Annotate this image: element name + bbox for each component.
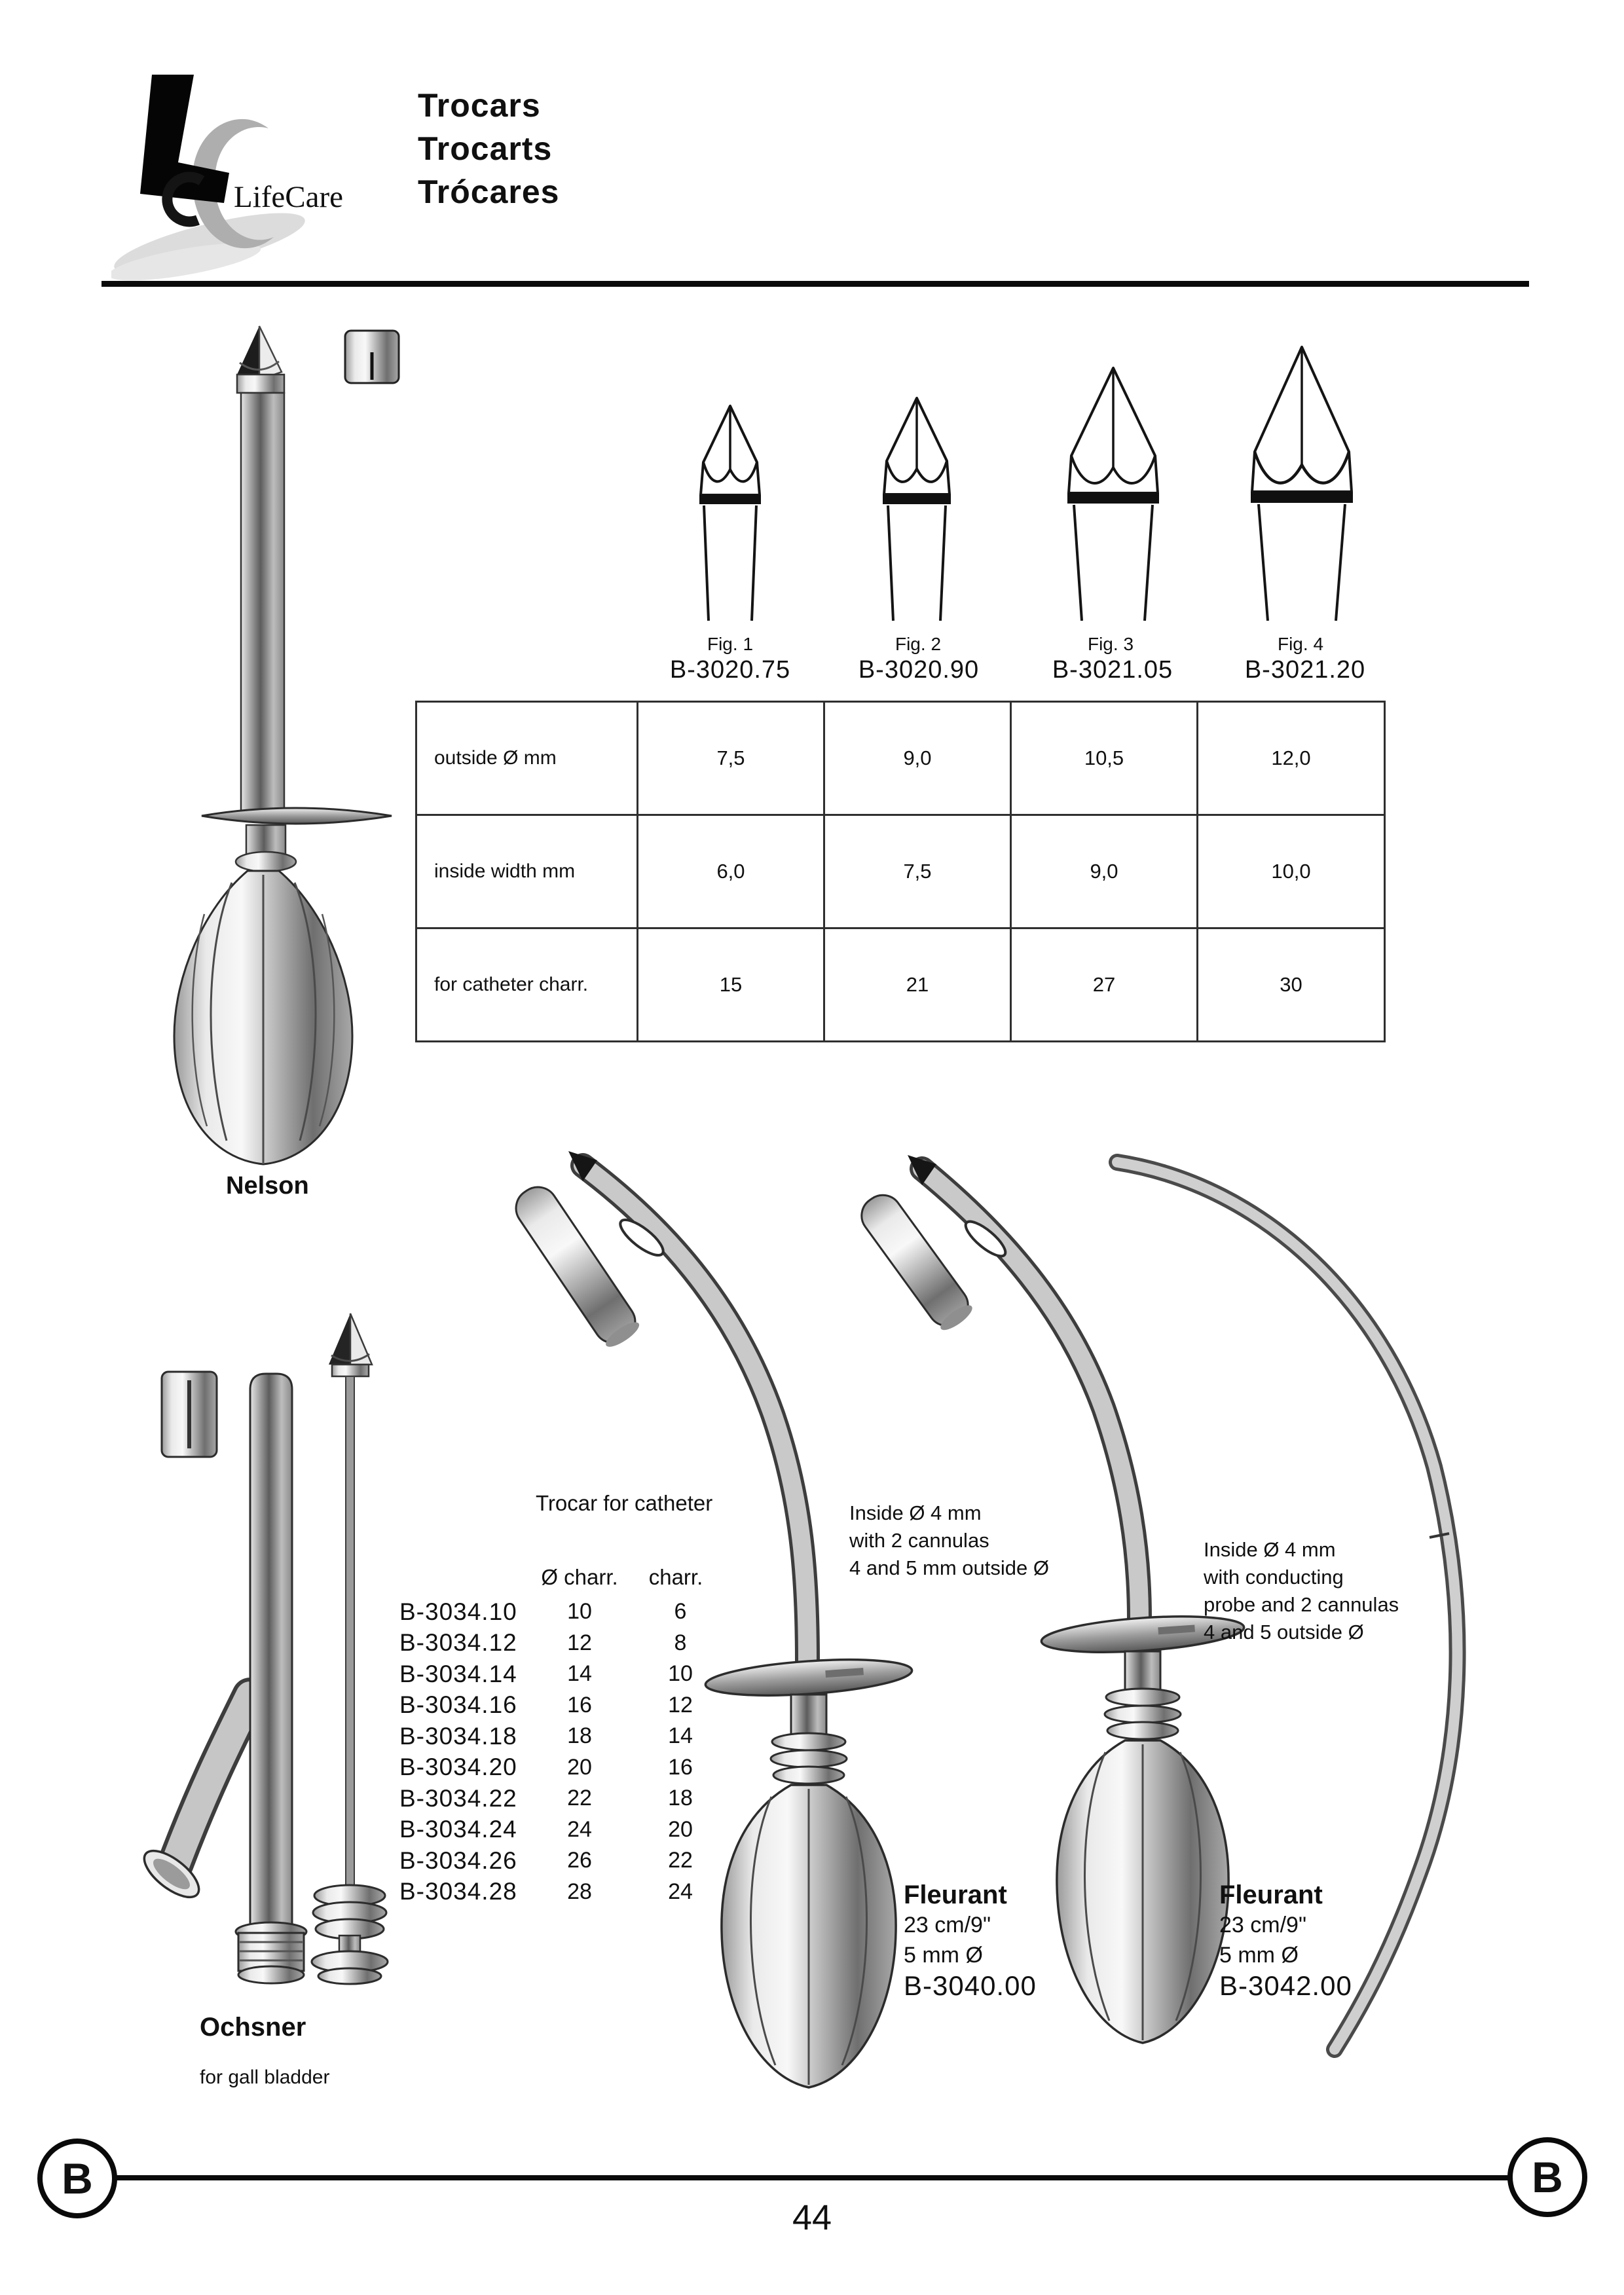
spec-cell: 27 xyxy=(1011,928,1198,1042)
spec-cell: 30 xyxy=(1198,928,1385,1042)
note-line: probe and 2 cannulas xyxy=(1204,1593,1399,1616)
catheter-dia: 14 xyxy=(567,1661,592,1687)
fleurant-name: Fleurant xyxy=(1219,1881,1323,1909)
fleurant-right-note xyxy=(1204,1536,1399,1646)
spec-row-label: inside width mm xyxy=(416,815,638,928)
fleurant-right-handle xyxy=(1041,1611,1246,2043)
catheter-charr: 22 xyxy=(668,1848,693,1873)
catheter-charr: 20 xyxy=(668,1816,693,1842)
catheter-dia: 18 xyxy=(567,1723,592,1749)
catheter-dia: 20 xyxy=(567,1754,592,1780)
note-line: Inside Ø 4 mm xyxy=(849,1501,982,1524)
nelson-body xyxy=(174,326,392,1164)
fleurant-name: Fleurant xyxy=(904,1881,1007,1909)
fig4-tip-drawing xyxy=(1223,334,1380,622)
catheter-dia: 12 xyxy=(567,1630,592,1655)
fleurant-code: B-3042.00 xyxy=(1219,1970,1352,2001)
catheter-charr: 8 xyxy=(674,1630,687,1655)
spec-row-label: for catheter charr. xyxy=(416,928,638,1042)
title-es: Trócares xyxy=(418,174,560,210)
catheter-dia: 28 xyxy=(567,1879,592,1904)
note-line: Inside Ø 4 mm xyxy=(1204,1538,1336,1561)
fleurant-diameter: 5 mm Ø xyxy=(904,1943,983,1968)
spec-cell: 15 xyxy=(638,928,824,1042)
catheter-code: B-3034.26 xyxy=(399,1846,517,1874)
fleurant-size: 23 cm/9" xyxy=(904,1913,991,1937)
catheter-code: B-3034.28 xyxy=(399,1878,517,1905)
fig3-tip-drawing xyxy=(1035,334,1192,622)
catheter-dia: 16 xyxy=(567,1692,592,1717)
fleurant-right-caption xyxy=(1219,1881,1352,2002)
ochsner-illustration xyxy=(131,1303,413,2023)
title-fr: Trocarts xyxy=(418,130,553,167)
spec-cell: 10,0 xyxy=(1198,815,1385,928)
spec-cell: 9,0 xyxy=(1011,815,1198,928)
fig3-code: B-3021.05 xyxy=(1052,656,1173,684)
catheter-col-dia: Ø charr. xyxy=(541,1565,618,1589)
fleurant-size: 23 cm/9" xyxy=(1219,1913,1307,1937)
spec-cell: 7,5 xyxy=(638,702,824,815)
catheter-code: B-3034.12 xyxy=(399,1629,517,1657)
note-line: 4 and 5 outside Ø xyxy=(1204,1621,1364,1643)
catheter-table-title: Trocar for catheter xyxy=(536,1491,713,1515)
catheter-charr: 10 xyxy=(668,1661,693,1687)
ochsner-label: Ochsner xyxy=(200,2013,306,2042)
catheter-charr: 14 xyxy=(668,1723,693,1749)
spec-row-outside xyxy=(416,702,1385,815)
catheter-charr: 24 xyxy=(668,1879,693,1904)
brand-name: LifeCare xyxy=(234,180,344,214)
catheter-code: B-3034.22 xyxy=(399,1784,517,1812)
note-line: with conducting xyxy=(1204,1566,1344,1588)
spec-cell: 7,5 xyxy=(824,815,1011,928)
catheter-charr: 16 xyxy=(668,1754,693,1780)
catheter-charr: 6 xyxy=(674,1599,687,1625)
catheter-col-charr: charr. xyxy=(648,1565,703,1589)
fig1-label: Fig. 1 xyxy=(707,634,754,654)
note-line: 4 and 5 mm outside Ø xyxy=(849,1556,1049,1579)
spec-row-label: outside Ø mm xyxy=(416,702,638,815)
catheter-code: B-3034.20 xyxy=(399,1753,517,1781)
catheter-dia: 22 xyxy=(567,1786,592,1811)
spec-cell: 6,0 xyxy=(638,815,824,928)
spec-cell: 10,5 xyxy=(1011,702,1198,815)
fig2-code: B-3020.90 xyxy=(858,656,980,684)
fleurant-diameter: 5 mm Ø xyxy=(1219,1943,1299,1968)
catheter-code: B-3034.10 xyxy=(399,1598,517,1625)
catheter-dia: 24 xyxy=(567,1816,592,1842)
fleurant-code: B-3040.00 xyxy=(904,1970,1037,2001)
spec-cell: 12,0 xyxy=(1198,702,1385,815)
fleurant-left-caption xyxy=(904,1881,1037,2002)
catheter-code: B-3034.16 xyxy=(399,1691,517,1719)
page-number: 44 xyxy=(792,2198,832,2237)
fig1-tip-drawing xyxy=(652,334,809,622)
catheter-dia: 10 xyxy=(567,1599,592,1625)
fig4-code: B-3021.20 xyxy=(1244,656,1366,684)
nelson-trocar-illustration xyxy=(164,314,413,1172)
catheter-code: B-3034.18 xyxy=(399,1722,517,1750)
ochsner-cap xyxy=(162,1372,217,1457)
fleurant-left-note xyxy=(849,1499,1049,1582)
header-rule xyxy=(101,281,1529,287)
spec-cell: 9,0 xyxy=(824,702,1011,815)
catheter-code: B-3034.14 xyxy=(399,1660,517,1687)
fig1-code: B-3020.75 xyxy=(669,656,791,684)
fig3-label: Fig. 3 xyxy=(1087,634,1134,654)
ochsner-cannula xyxy=(137,1374,306,1983)
spec-cell: 21 xyxy=(824,928,1011,1042)
spec-row-charr xyxy=(416,928,1385,1042)
title-en: Trocars xyxy=(418,87,541,124)
nelson-cap xyxy=(345,331,399,383)
spec-table xyxy=(415,701,1386,1042)
fig4-label: Fig. 4 xyxy=(1277,634,1324,654)
catheter-code: B-3034.24 xyxy=(399,1816,517,1843)
note-line: with 2 cannulas xyxy=(849,1529,989,1552)
page-title xyxy=(418,84,559,213)
catheter-dia: 26 xyxy=(567,1848,592,1873)
footer-rule xyxy=(79,2175,1545,2180)
section-badge-left: B xyxy=(37,2139,117,2218)
fleurant-left-cannula xyxy=(568,1151,807,1661)
catheter-charr: 12 xyxy=(668,1692,693,1717)
fig2-label: Fig. 2 xyxy=(895,634,942,654)
catheter-charr: 18 xyxy=(668,1786,693,1811)
nelson-label: Nelson xyxy=(226,1172,309,1200)
ochsner-note: for gall bladder xyxy=(200,2066,330,2088)
fig2-tip-drawing xyxy=(838,334,995,622)
lifecare-logo xyxy=(111,65,386,282)
section-badge-right: B xyxy=(1507,2137,1587,2217)
ochsner-obturator xyxy=(312,1313,388,1984)
spec-row-inside xyxy=(416,815,1385,928)
